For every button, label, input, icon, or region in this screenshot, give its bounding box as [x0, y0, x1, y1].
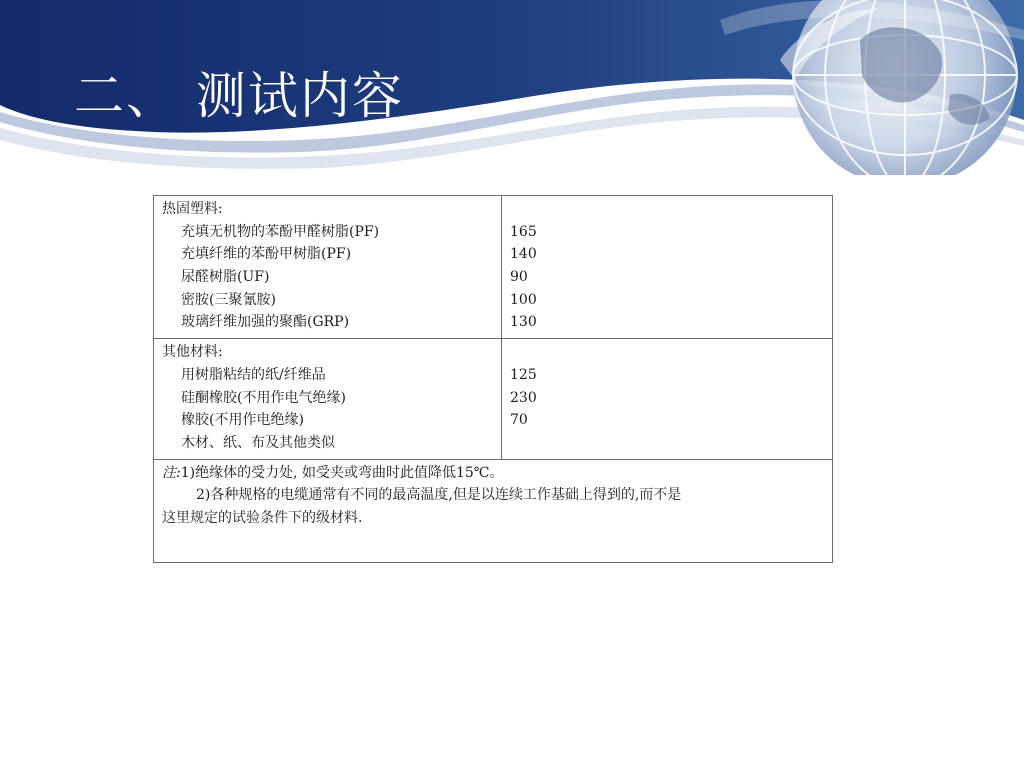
material-name: 密胺(三聚氰胺): [181, 291, 276, 308]
material-name: 硅酮橡胶(不用作电气绝缘): [181, 389, 346, 406]
material-name: 充填纤维的苯酚甲树脂(PF): [181, 246, 352, 263]
slide-title: 二、 测试内容: [74, 67, 404, 125]
notes-cell: [154, 459, 833, 562]
material-name: 玻璃纤维加强的聚酯(GRP): [181, 314, 350, 331]
temperature-value: 140: [510, 246, 537, 263]
materials-cell: [154, 339, 502, 459]
header-banner: [0, 0, 1024, 175]
note-text-1: 1)绝缘体的受力处, 如受夹或弯曲时此值降低15℃。: [180, 464, 504, 481]
material-name: 橡胶(不用作电绝缘): [181, 412, 304, 429]
values-cell: [502, 339, 833, 459]
heat-resistance-table: [153, 195, 833, 563]
temperature-value: 230: [510, 389, 537, 406]
temperature-value: 165: [510, 223, 537, 240]
section-heading: 热固塑料:: [162, 201, 223, 217]
section-heading: 其他材料:: [162, 344, 223, 361]
temperature-value: 70: [510, 412, 528, 429]
note-label: 注:: [162, 464, 181, 481]
material-name: 用树脂粘结的纸/纤维品: [181, 366, 326, 383]
note-text-3: 这里规定的试验条件下的级材料.: [162, 509, 363, 526]
material-name: 充填无机物的苯酚甲醛树脂(PF): [181, 223, 380, 240]
material-name: 尿醛树脂(UF): [181, 269, 270, 286]
temperature-value: 90: [510, 269, 528, 286]
note-line-1: [162, 462, 824, 485]
temperature-value: 100: [510, 291, 537, 308]
temperature-value: 130: [510, 314, 537, 331]
materials-cell: [154, 196, 502, 339]
note-text-2: 2)各种规格的电缆通常有不同的最高温度,但是以连续工作基础上得到的,而不是: [196, 487, 682, 504]
values-cell: [502, 196, 833, 339]
table-row-notes: [154, 459, 833, 562]
table-row-other: [154, 339, 833, 459]
table-row-thermoset: [154, 196, 833, 339]
temperature-value: 125: [510, 366, 537, 383]
material-name: 木材、纸、布及其他类似: [181, 434, 335, 451]
